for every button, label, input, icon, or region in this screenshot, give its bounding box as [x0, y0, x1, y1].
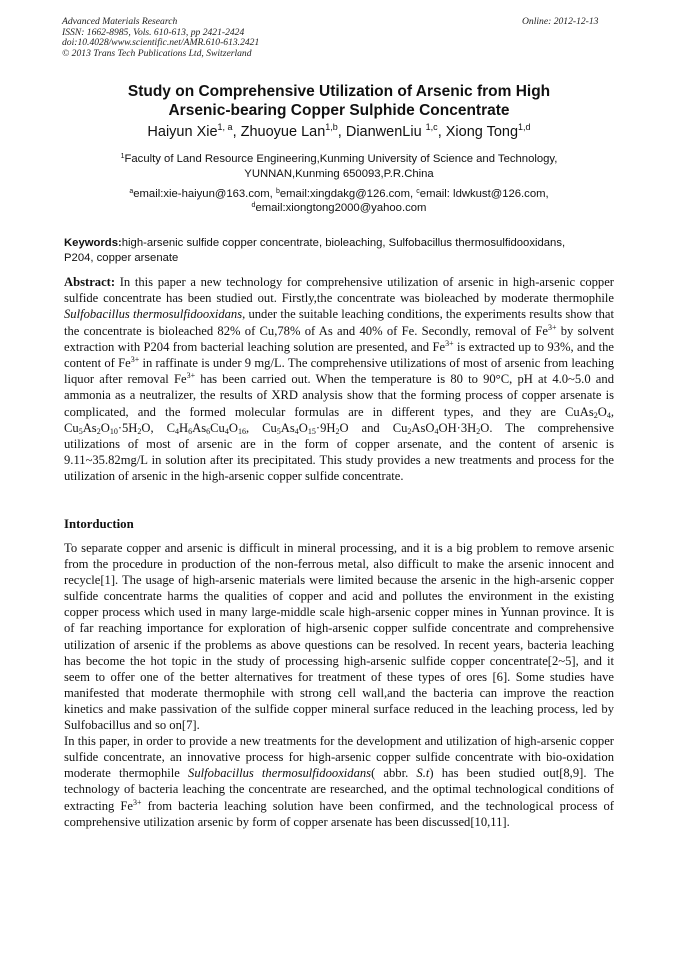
- section-heading: Intorduction: [64, 517, 134, 531]
- author-list: [0, 124, 678, 141]
- author-sup: 1,d: [518, 122, 531, 132]
- email-a: email:xie-haiyun@163.com,: [133, 188, 276, 200]
- author-sup: 1,c: [425, 122, 438, 132]
- section-body: [64, 540, 614, 830]
- author-sup: 1,b: [325, 122, 338, 132]
- email-line-1: $^a$email:xie-haiyun@163.com, $^b$email:xingdakg@126.com, $^c$email: ldwkust@126.com,: [129, 188, 549, 200]
- keywords-line-2: P204, copper arsenate: [64, 251, 179, 264]
- journal-header: [62, 17, 259, 59]
- issn-line: ISSN: 1662-8985, Vols. 610-613, pp 2421-2424: [62, 26, 245, 38]
- paper-title: [0, 83, 678, 120]
- formula: $C_4H_6As_6Cu_4O_{16}$: [166, 420, 246, 436]
- species-abbr: S.t: [416, 766, 430, 781]
- journal-name: Advanced Materials Research: [62, 16, 178, 27]
- doi-line: doi:10.4028/www.scientific.net/AMR.610-613.2421: [62, 37, 260, 48]
- author-sep: ,: [337, 124, 346, 140]
- affiliation-line-2: YUNNAN,Kunming 650093,P.R.China: [244, 167, 434, 180]
- email-list: [0, 187, 678, 215]
- formula: $Cu_5As_2O_{10}\cdot 5H_2O$: [64, 420, 151, 436]
- affiliation: [0, 152, 678, 181]
- species-name: Sulfobacillus thermosulfidooxidans: [188, 766, 372, 781]
- email-d: email:xiongtong2000@yahoo.com: [255, 202, 427, 214]
- species-name: Sulfobacillus thermosulfidooxidans: [64, 307, 243, 322]
- abstract-label: Abstract:: [64, 275, 116, 289]
- formula: $Cu_2AsO_4OH\cdot 3H_2O$: [392, 420, 490, 436]
- author-name: DianwenLiu: [345, 124, 426, 140]
- online-date: Online: 2012-12-13: [522, 16, 599, 27]
- keywords: [64, 236, 616, 265]
- affiliation-line-1: $^1$Faculty of Land Resource Engineering,Kunming University of Science and Technology,: [120, 153, 558, 165]
- keywords-label: Keywords:: [64, 237, 122, 249]
- title-line-1: Study on Comprehensive Utilization of Arsenic from High: [127, 83, 551, 100]
- keywords-line-1: Keywords:high-arsenic sulfide copper concentrate, bioleaching, Sulfobacillus thermosulfidooxidans,: [64, 237, 566, 249]
- affiliation-sup: 1: [120, 153, 125, 160]
- email-b: email:xingdakg@126.com,: [279, 188, 417, 200]
- formula: $Cu_5As_4O_{15}\cdot 9H_2O$: [262, 420, 349, 436]
- title-line-2: Arsenic-bearing Copper Sulphide Concentrate: [168, 101, 510, 119]
- abstract: Abstract: In this paper a new technology for comprehensive utilization of arsenic in high-arsenic copper sulfide concentrate has been studied out. Firstly,the concentrate was bioleached by moderate thermophile Sulfobacillus thermosulfidooxidans, under the suitable leaching conditions, the experiments results show that the concentrate is bioleached 82% of Cu,78% of As and 40% of Fe. Secondly, removal of $Fe^{3+}$ by solvent extraction with P204 from bacterial leaching solution are presented, and $Fe^{3+}$ is extracted up to 93%, and the content of $Fe^{3+}$ in raffinate is under 9 mg/L. The comprehensive utilizations of most of arsenic from leaching liquor after removal $Fe^{3+}$ has been carried out. When the temperature is 80 to 90°C, pH at 4.0~5.0 and ammonia as a neutralizer, the results of XRD analysis show that the forming process of copper arsenate is complicated, and the formed molecular formulas are in different types, and they are $CuAs_2O_4$, $Cu_5As_2O_{10}\cdot 5H_2O$, $C_4H_6As_6Cu_4O_{16}$, $Cu_5As_4O_{15}\cdot 9H_2O$ and $Cu_2AsO_4OH\cdot 3H_2O$. The comprehensive utilizations of most of arsenic are in the form of copper arsenate, and the content of arsenic is 9.11~35.82mg/L in solution after its precipitated. This study provides a new treatments and process for the utilization of arsenic in the high-arsenic copper sulfide concentrate.: [64, 275, 615, 484]
- paragraph-2: In this paper, in order to provide a new treatments for the development and utilization of high-arsenic copper sulfide concentrate, an innovative process for high-arsenic copper sulfide concentrate with bio-oxidation moderate thermophile Sulfobacillus thermosulfidooxidans( abbr. S.t) has been studied out[8,9]. The technology of bacteria leaching the concentrate are researched, and the optimal technological conditions of extracting $Fe^{3+}$ from bacteria leaching solution have been confirmed, and the technological process of comprehensive utilization arsenic by form of copper arsenate has been discussed[10,11].: [64, 734, 615, 829]
- formula: $CuAs_2O_4$: [565, 404, 611, 420]
- email-line-2: $^d$email:xiongtong2000@yahoo.com: [251, 202, 427, 214]
- author-name: Zhuoyue Lan: [240, 124, 326, 140]
- author-sup: 1, a: [217, 122, 233, 132]
- author-sep: ,: [437, 124, 446, 140]
- author-name: Haiyun Xie: [147, 124, 218, 140]
- copyright-line: © 2013 Trans Tech Publications Ltd, Switzerland: [62, 47, 252, 59]
- paragraph-1: To separate copper and arsenic is difficult in mineral processing, and it is a big problem to remove arsenic from the procedure in production of the non-ferrous metal, also difficult to make the arsenic innocent and recycle[1]. The usage of high-arsenic materials were limited because the arsenic in the high-arsenic copper sulfide concentrate harms the qualities of copper and acid and pollutes the environment in the existing copper process which used in many large-middle scale high-arsenic copper mines in Yunnan province. It is of far reaching importance for exploration of high-arsenic copper sulfide concentrate and comprehensive utilization of arsenic if the problems as above questions can be resolved. In recent years, bacteria leaching has become the hot topic in the study of processing high-arsenic sulfide copper concentrate[2~5], and it seem to offer one of the better alternatives for treatment of these types of ores [6]. Some studies have manifested that moderate thermophile with strong cell wall,and the bacteria can improve the reaction kinetics and make passivation of the sulfide copper mineral surface reduced in the leaching process, led by Sulfobacillus and so on[7].: [64, 541, 614, 733]
- author-name: Xiong Tong: [445, 124, 519, 140]
- author-sep: ,: [232, 124, 241, 140]
- email-c: email: ldwkust@126.com,: [419, 188, 549, 200]
